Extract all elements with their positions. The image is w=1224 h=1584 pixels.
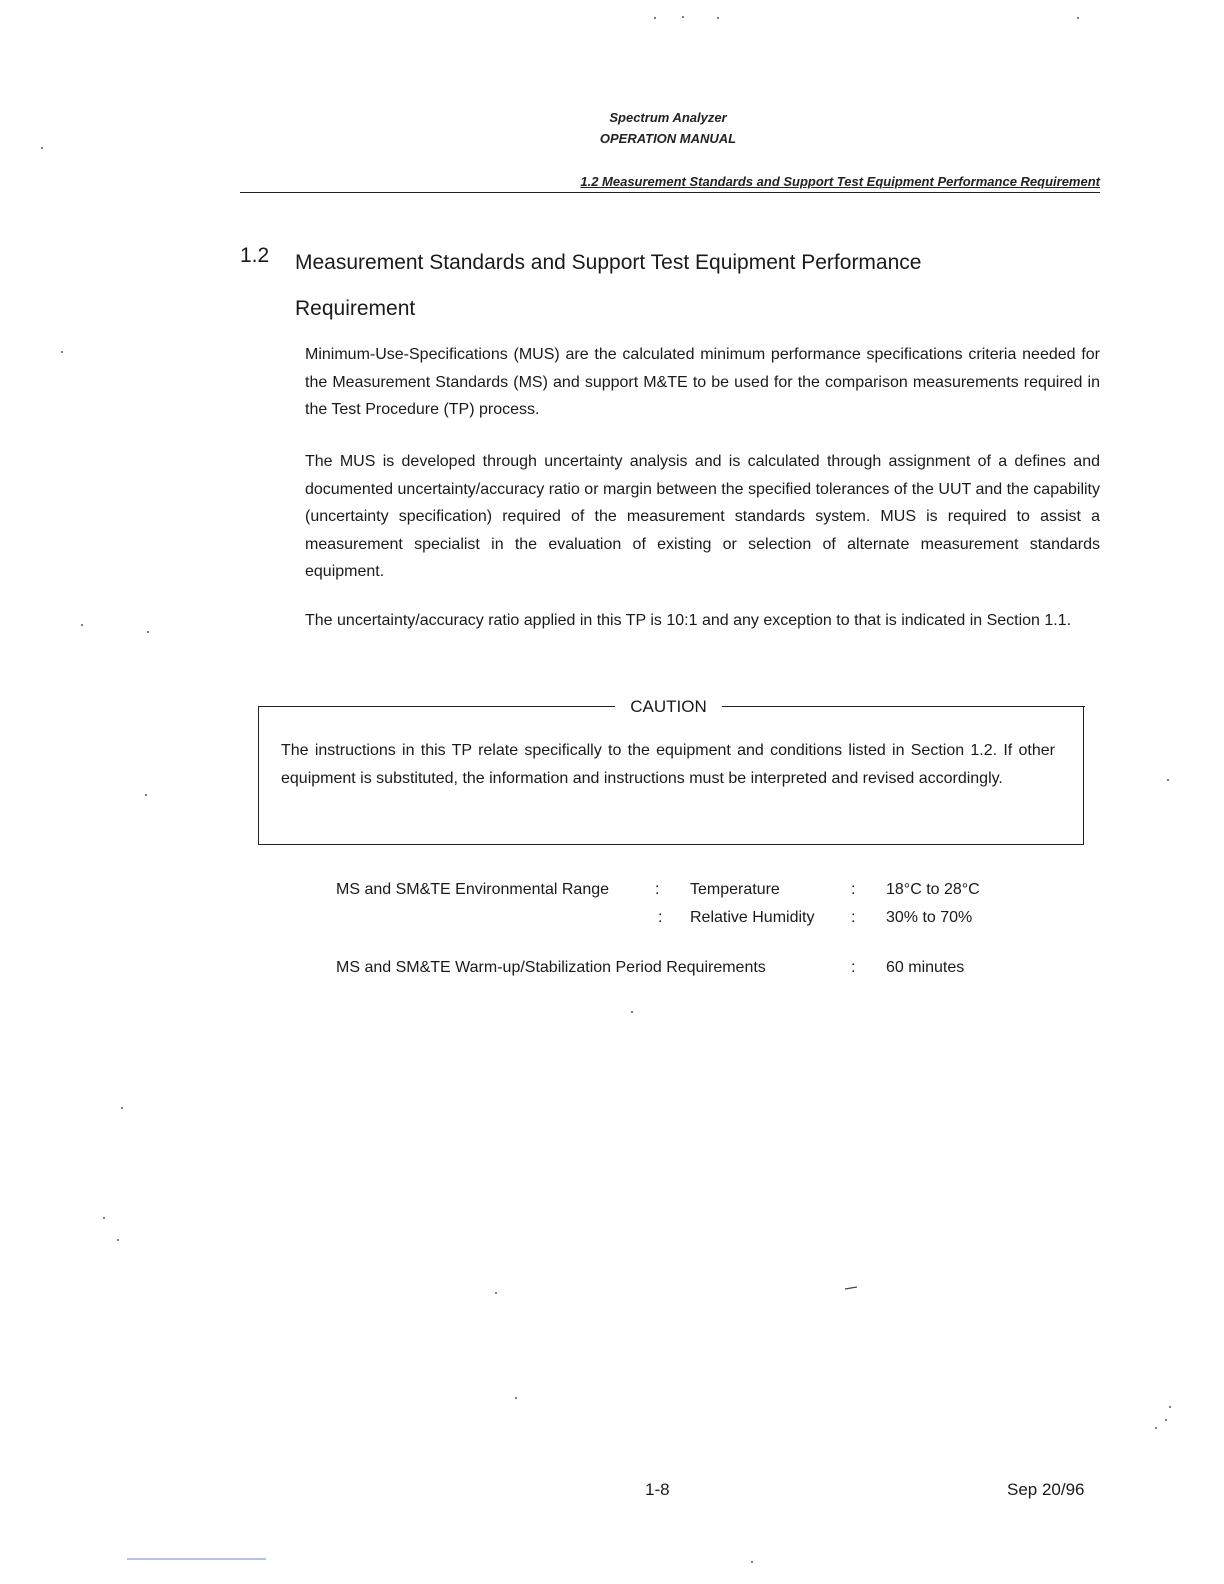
revision-date: Sep 20/96 bbox=[1007, 1480, 1085, 1499]
env-warmup-label: MS and SM&TE Warm-up/Stabilization Period Requirements bbox=[336, 959, 766, 976]
caution-border-right bbox=[722, 706, 1085, 707]
section-title: Measurement Standards and Support Test Equipment Performance Requirement bbox=[295, 251, 922, 320]
section-number: 1.2 bbox=[240, 244, 270, 267]
caution-title: CAUTION bbox=[630, 697, 707, 716]
env-warmup-separator: : bbox=[851, 959, 856, 976]
paragraph-accuracy-ratio: The uncertainty/accuracy ratio applied in this TP is 10:1 and any exception to that is indicated in Section 1.1. bbox=[305, 612, 1072, 629]
running-header: 1.2 Measurement Standards and Support Test Equipment Performance Requirement bbox=[580, 174, 1100, 189]
paragraph-mus-development: The MUS is developed through uncertainty analysis and is calculated through assignment of a defines and documented uncertainty/accuracy ratio or margin between the specified tolerances of the UUT and the capability (uncertainty specification) required of the measurement standards system. MUS is required to assist a measurement specialist in the evaluation of existing or selection of alternate measurement standards equipment. bbox=[305, 453, 1100, 580]
env-warmup-value: 60 minutes bbox=[886, 959, 965, 976]
header-title: Spectrum Analyzer bbox=[609, 110, 727, 125]
env-humidity-lead-separator: : bbox=[658, 909, 663, 926]
env-range-separator: : bbox=[655, 881, 660, 898]
env-temperature-separator: : bbox=[851, 881, 856, 898]
env-range-label: MS and SM&TE Environmental Range bbox=[336, 881, 610, 898]
env-humidity-separator: : bbox=[851, 909, 856, 926]
header-subtitle: OPERATION MANUAL bbox=[599, 131, 737, 146]
caution-text: The instructions in this TP relate specifically to the equipment and conditions listed in Section 1.2. If other equipment is substituted, the information and instructions must be interpreted and revised accordingly. bbox=[281, 742, 1055, 787]
caution-border-left bbox=[258, 706, 615, 707]
page-number: 1-8 bbox=[645, 1480, 670, 1499]
paragraph-mus-definition: Minimum-Use-Specifications (MUS) are the calculated minimum performance specifications criteria needed for the Measurement Standards (MS) and support M&TE to be used for the comparison measurements required in the Test Procedure (TP) process. bbox=[305, 346, 1100, 418]
env-temperature-label: Temperature bbox=[690, 881, 780, 898]
header-rule bbox=[240, 192, 1100, 193]
env-temperature-value: 18°C to 28°C bbox=[886, 881, 980, 898]
env-humidity-value: 30% to 70% bbox=[886, 909, 973, 926]
env-humidity-label: Relative Humidity bbox=[690, 909, 815, 926]
